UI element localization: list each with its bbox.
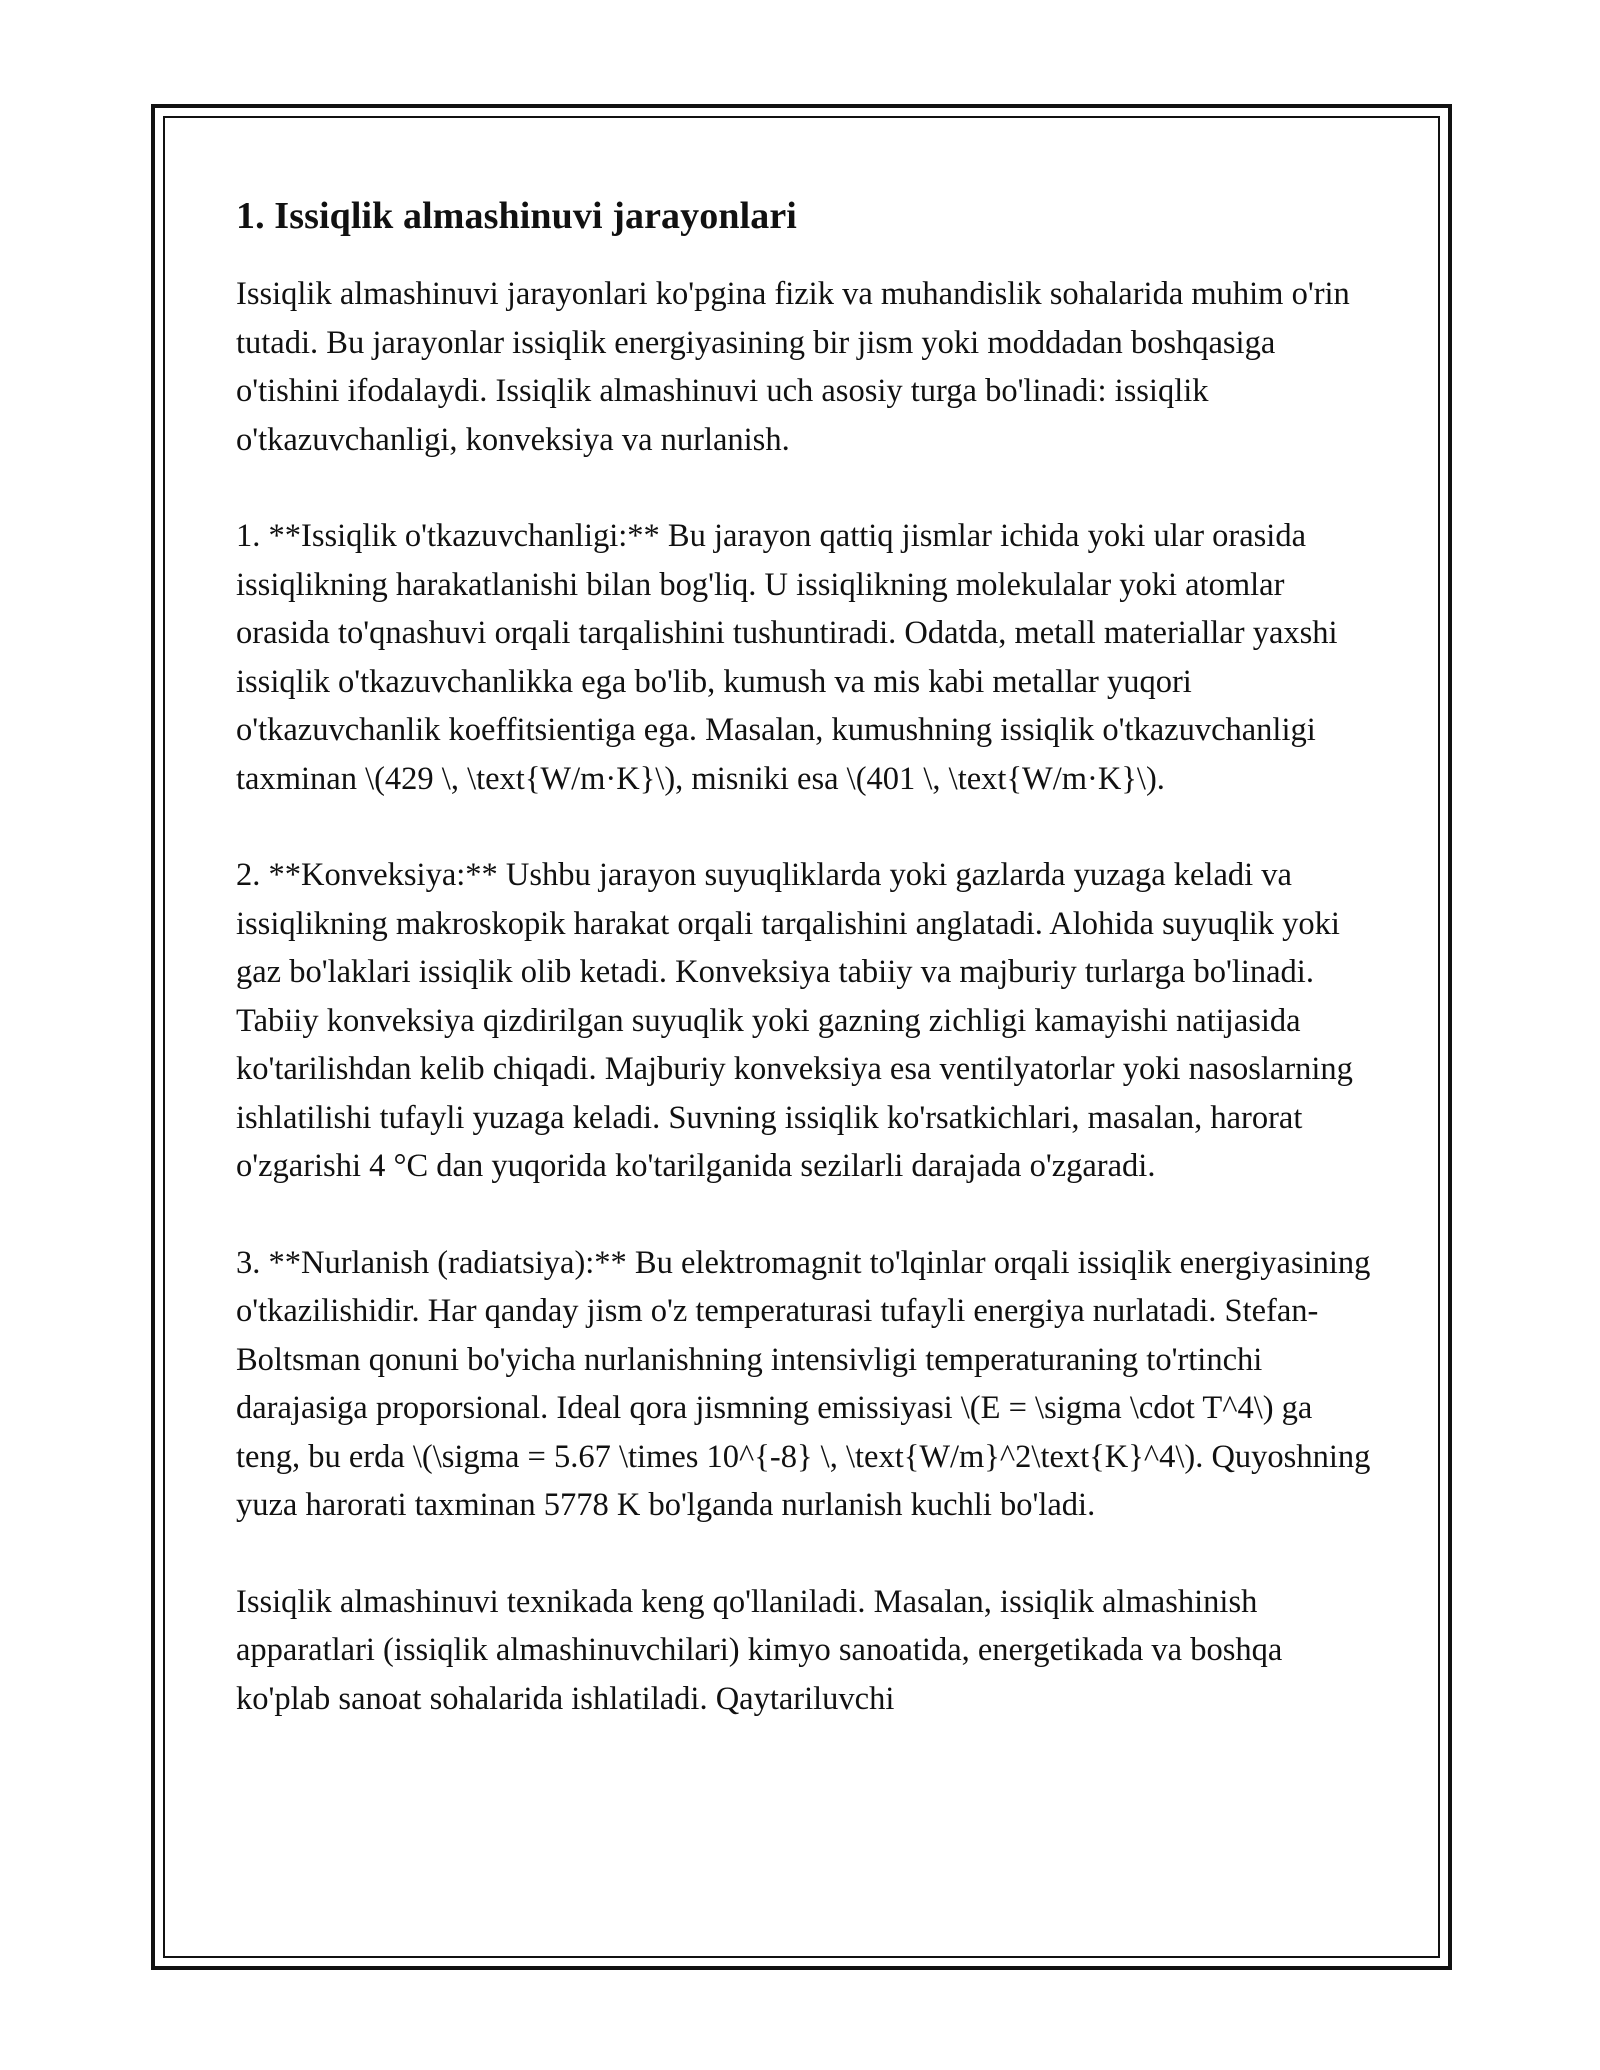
document-body bbox=[236, 186, 1376, 1723]
section-heading: 1. Issiqlik almashinuvi jarayonlari bbox=[236, 195, 797, 237]
paragraph-conduction: 1. **Issiqlik o'tkazuvchanligi:** Bu jarayon qattiq jismlar ichida yoki ular orasida issiqlikning harakatlanishi bilan bog'liq. U issiqlikning molekulalar yoki atomlar orasida to'qnashuvi orqali tarqalishini tushuntiradi. Odatda, metall materiallar yaxshi issiqlik o'tkazuvchanlikka ega bo'lib, kumush va mis kabi metallar yuqori o'tkazuvchanlik koeffitsientiga ega. Masalan, kumushning issiqlik o'tkazuvchanligi taxminan \(429 \, \text{W/m·K}\), misniki esa \(401 \, \text{W/m·K}\). bbox=[236, 518, 1338, 797]
paragraph-applications: Issiqlik almashinuvi texnikada keng qo'llaniladi. Masalan, issiqlik almashinish apparatlari (issiqlik almashinuvchilari) kimyo sanoatida, energetikada va boshqa ko'plab sanoat sohalarida ishlatiladi. Qaytariluvchi bbox=[236, 1583, 1283, 1717]
paragraph-radiation: 3. **Nurlanish (radiatsiya):** Bu elektromagnit to'lqinlar orqali issiqlik energiyasining o'tkazilishidir. Har qanday jism o'z temperaturasi tufayli energiya nurlatadi. Stefan-Boltsman qonuni bo'yicha nurlanishning intensivligi temperaturaning to'rtinchi darajasiga proporsional. Ideal qora jismning emissiyasi \(E = \sigma \cdot T^4\) ga teng, bu erda \(\sigma = 5.67 \times 10^{-8} \, \text{W/m}^2\text{K}^4\). Quyoshning yuza harorati taxminan 5778 K bo'lganda nurlanish kuchli bo'ladi. bbox=[236, 1244, 1371, 1523]
paragraph-convection: 2. **Konveksiya:** Ushbu jarayon suyuqliklarda yoki gazlarda yuzaga keladi va issiqlikning makroskopik harakat orqali tarqalishini anglatadi. Alohida suyuqlik yoki gaz bo'laklari issiqlik olib ketadi. Konveksiya tabiiy va majburiy turlarga bo'linadi. Tabiiy konveksiya qizdirilgan suyuqlik yoki gazning zichligi kamayishi natijasida ko'tarilishdan kelib chiqadi. Majburiy konveksiya esa ventilyatorlar yoki nasoslarning ishlatilishi tufayli yuzaga keladi. Suvning issiqlik ko'rsatkichlari, masalan, harorat o'zgarishi 4 °C dan yuqorida ko'tarilganida sezilarli darajada o'zgaradi. bbox=[236, 857, 1353, 1184]
paragraph-intro: Issiqlik almashinuvi jarayonlari ko'pgina fizik va muhandislik sohalarida muhim o'rin tutadi. Bu jarayonlar issiqlik energiyasining bir jism yoki moddadan boshqasiga o'tishini ifodalaydi. Issiqlik almashinuvi uch asosiy turga bo'linadi: issiqlik o'tkazuvchanligi, konveksiya va nurlanish. bbox=[236, 276, 1350, 458]
